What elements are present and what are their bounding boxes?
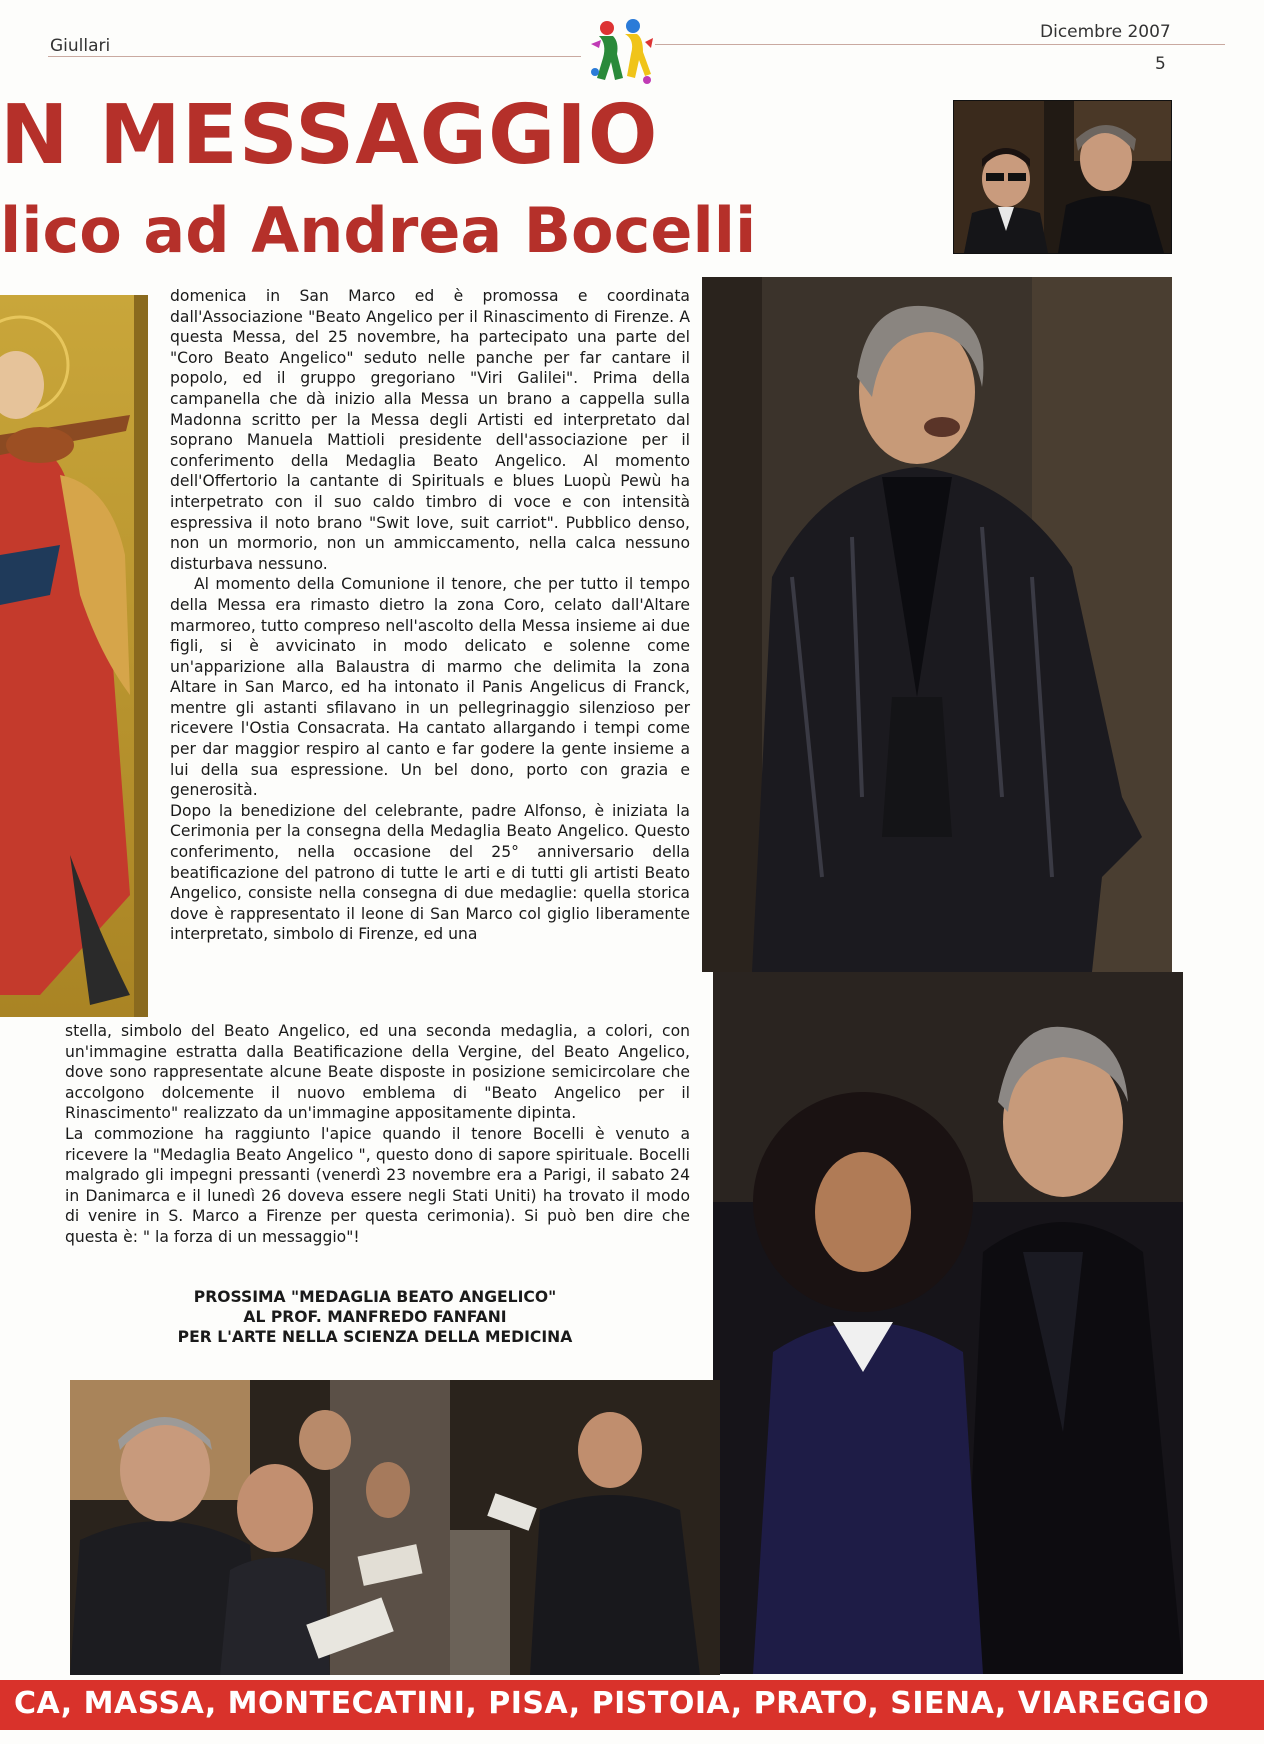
- photo-two-men: [953, 100, 1172, 254]
- article-body-continued: [65, 1021, 690, 1248]
- article-paragraph: domenica in San Marco ed è promossa e coordinata dall'Associazione "Beato Angelico per il Rinascimento di Firenze. A questa Messa, del 25 novembre, ha partecipato una parte del "Coro Beato Angelico" seduto nelle panche per far cantare il popolo, ed il gruppo gregoriano "Viri Galilei". Prima della campanella che dà inizio alla Messa un brano a cappella sulla Madonna scritto per la Messa degli Artisti ed interpretato dal soprano Manuela Mattioli presidente dell'associazione per il conferimento della Medaglia Beato Angelico. Al momento dell'Offertorio la cantante di Spirituals e blues Luopù Pewù ha interpetrato con il suo caldo timbro di voce e con intensità espressiva il noto brano "Swit love, suit carriot". Pubblico denso, non un mormorio, non un ammiccamento, nella calca nessuno disturbava nessuno.: [170, 287, 690, 573]
- jester-logo-icon: [585, 14, 655, 88]
- photo-tenor-with-singer: [713, 972, 1183, 1674]
- article-paragraph: stella, simbolo del Beato Angelico, ed una seconda medaglia, a colori, con un'immagine estratta dalla Beatificazione della Vergine, del Beato Angelico, dove sono rappresentate alcune Beate disposte in posizione semicircolare che accolgono dolcemente il nuovo emblema di "Beato Angelico per il Rinascimento" realizzato da un'immagine appositamente dipinta.: [65, 1022, 690, 1123]
- publication-name: Giullari: [50, 36, 111, 56]
- article-paragraph: La commozione ha raggiunto l'apice quando il tenore Bocelli è venuto a ricevere la "Medaglia Beato Angelico ", questo dono di sapore spirituale. Bocelli malgrado gli impegni pressanti (venerdì 23 novembre era a Parigi, il sabato 24 in Danimarca e il lunedì 26 doveva essere negli Stati Uniti) ha trovato il modo di venire in S. Marco a Firenze per questa cerimonia). Si può ben dire che questa è: " la forza di un messaggio"!: [65, 1124, 690, 1246]
- issue-date: Dicembre 2007: [1040, 22, 1171, 42]
- announcement-line: PER L'ARTE NELLA SCIENZA DELLA MEDICINA: [177, 1328, 573, 1346]
- article-body: [170, 286, 690, 945]
- article-subtitle: lico ad Andrea Bocelli: [0, 194, 757, 267]
- photo-tenor-singing: [702, 277, 1172, 972]
- header-rule-left: [48, 56, 581, 57]
- announcement-line: PROSSIMA "MEDAGLIA BEATO ANGELICO": [193, 1288, 557, 1306]
- announcement-line: AL PROF. MANFREDO FANFANI: [243, 1308, 507, 1326]
- footer-cities: CA, MASSA, MONTECATINI, PISA, PISTOIA, PRATO, SIENA, VIAREGGIO: [14, 1686, 1210, 1721]
- header-rule-right: [655, 44, 1225, 45]
- next-award-announcement: [130, 1287, 620, 1347]
- photo-choir-singing: [70, 1380, 720, 1675]
- painting-angel-musician: [0, 295, 148, 1017]
- article-paragraph: Dopo la benedizione del celebrante, padre Alfonso, è iniziata la Cerimonia per la consegna della Medaglia Beato Angelico. Questo conferimento, nella occasione del 25° anniversario della beatificazione del patrono di tutte le arti e di tutti gli artisti Beato Angelico, consiste nella consegna di due medaglie: quella storica dove è rappresentato il leone di San Marco col giglio liberamente interpretato, simbolo di Firenze, ed una: [170, 801, 690, 944]
- article-paragraph: Al momento della Comunione il tenore, che per tutto il tempo della Messa era rimasto dietro la zona Coro, celato dall'Altare marmoreo, tutto compreso nell'ascolto della Messa insieme ai due figli, si è avvicinato in modo delicato e solenne come un'apparizione alla Balaustra di marmo che delimita la zona Altare in San Marco, ed ha intonato il Panis Angelicus di Franck, mentre gli astanti sfilavano in un pellegrinaggio silenzioso per ricevere l'Ostia Consacrata. Ha cantato allargando i tempi come per dar maggior respiro al canto e far godere la gente insieme a lui della sua espressione. Un bel dono, porto con grazia e generosità.: [170, 575, 690, 800]
- page-number: 5: [1155, 54, 1166, 74]
- article-title: N MESSAGGIO: [0, 88, 659, 183]
